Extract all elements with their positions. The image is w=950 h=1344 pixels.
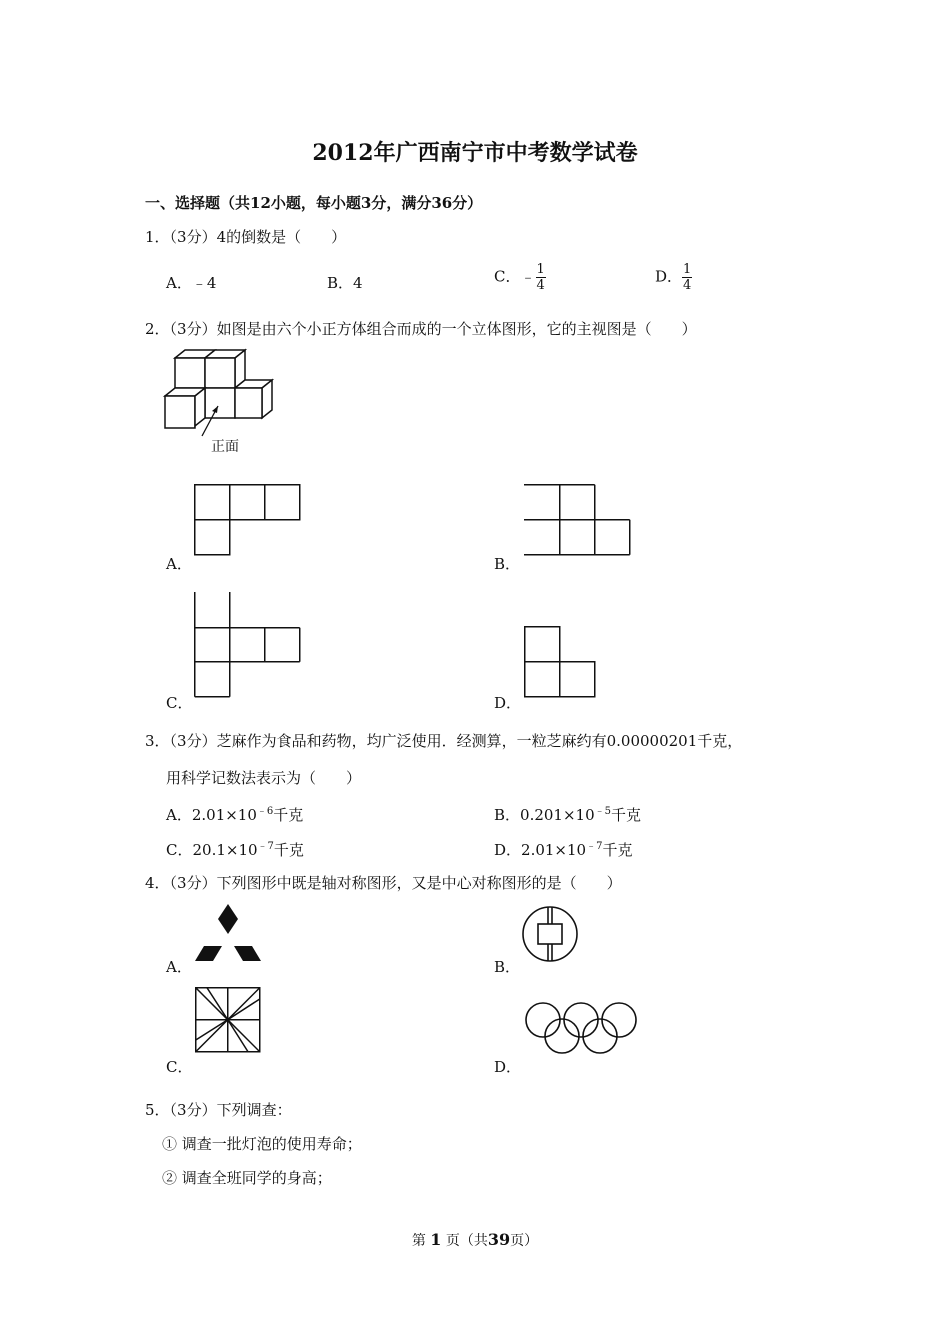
q4-option-b-coin-figure xyxy=(520,904,580,964)
q1-option-d-fraction: $\frac{1}{4}$ xyxy=(683,262,692,293)
q1-option-c-sign: ﹣ xyxy=(520,267,536,286)
q1-option-d xyxy=(655,262,692,293)
q1-option-d-label: D． xyxy=(655,267,683,286)
q2-option-c-label: C． xyxy=(166,694,193,712)
question-3-stem-line1: 3．（3分）芝麻作为食品和药物，均广泛使用．经测算，一粒芝麻约有0.00000201千克， xyxy=(145,732,743,750)
q2-option-c-figure xyxy=(194,592,302,698)
q5-item-1: ① 调查一批灯泡的使用寿命； xyxy=(162,1135,362,1153)
q2-front-label: 正面 xyxy=(211,439,239,455)
q3-option-a: A．$2.01\times 10^{﹣6}$千克 xyxy=(166,806,304,824)
q2-option-b-figure xyxy=(524,484,632,556)
q4-option-d-rings-figure xyxy=(522,1002,640,1056)
question-3-stem-line2: 用科学记数法表示为（ ） xyxy=(166,769,362,787)
q1-option-c xyxy=(494,262,546,293)
q2-option-a-figure xyxy=(194,484,304,556)
total-page-count: 39 xyxy=(487,1230,511,1249)
q3-option-b: B．$0.201\times 10^{﹣5}$千克 xyxy=(494,806,642,824)
q2-option-d-figure xyxy=(524,626,596,698)
q3-option-d: D．$2.01\times 10^{﹣7}$千克 xyxy=(494,841,633,859)
q4-option-c-pinwheel-figure xyxy=(195,987,261,1053)
page-title: 2012年广西南宁市中考数学试卷 xyxy=(312,140,638,166)
q4-option-c-label: C． xyxy=(166,1058,193,1076)
page-footer: 第 1 页（共39页） xyxy=(411,1230,539,1249)
q1-option-c-label: C． xyxy=(494,267,521,286)
question-2-stem: 2．（3分）如图是由六个小正方体组合而成的一个立体图形，它的主视图是（ ） xyxy=(145,320,697,338)
q4-option-a-diamonds-figure xyxy=(195,904,261,962)
q1-option-b: B．4 xyxy=(327,274,363,292)
q2-option-a-label: A． xyxy=(166,555,192,573)
question-4-stem: 4．（3分）下列图形中既是轴对称图形，又是中心对称图形的是（ ） xyxy=(145,874,622,892)
q2-option-d-label: D． xyxy=(494,694,522,712)
current-page-number: 1 xyxy=(430,1230,442,1249)
q5-item-2: ② 调查全班同学的身高； xyxy=(162,1169,332,1187)
q2-option-b-label: B． xyxy=(494,555,521,573)
q1-option-a: A．﹣4 xyxy=(166,274,217,292)
q1-option-c-fraction: $\frac{1}{4}$ xyxy=(536,262,545,293)
q4-option-d-label: D． xyxy=(494,1058,522,1076)
question-1-stem: 1．（3分）4的倒数是（ ） xyxy=(145,228,347,246)
q3-option-c: C．$20.1\times 10^{﹣7}$千克 xyxy=(166,841,304,859)
question-5-stem: 5．（3分）下列调查： xyxy=(145,1101,292,1119)
section-heading: 一、选择题（共12小题，每小题3分，满分36分） xyxy=(145,194,483,212)
q4-option-b-label: B． xyxy=(494,958,521,976)
q4-option-a-label: A． xyxy=(166,958,192,976)
